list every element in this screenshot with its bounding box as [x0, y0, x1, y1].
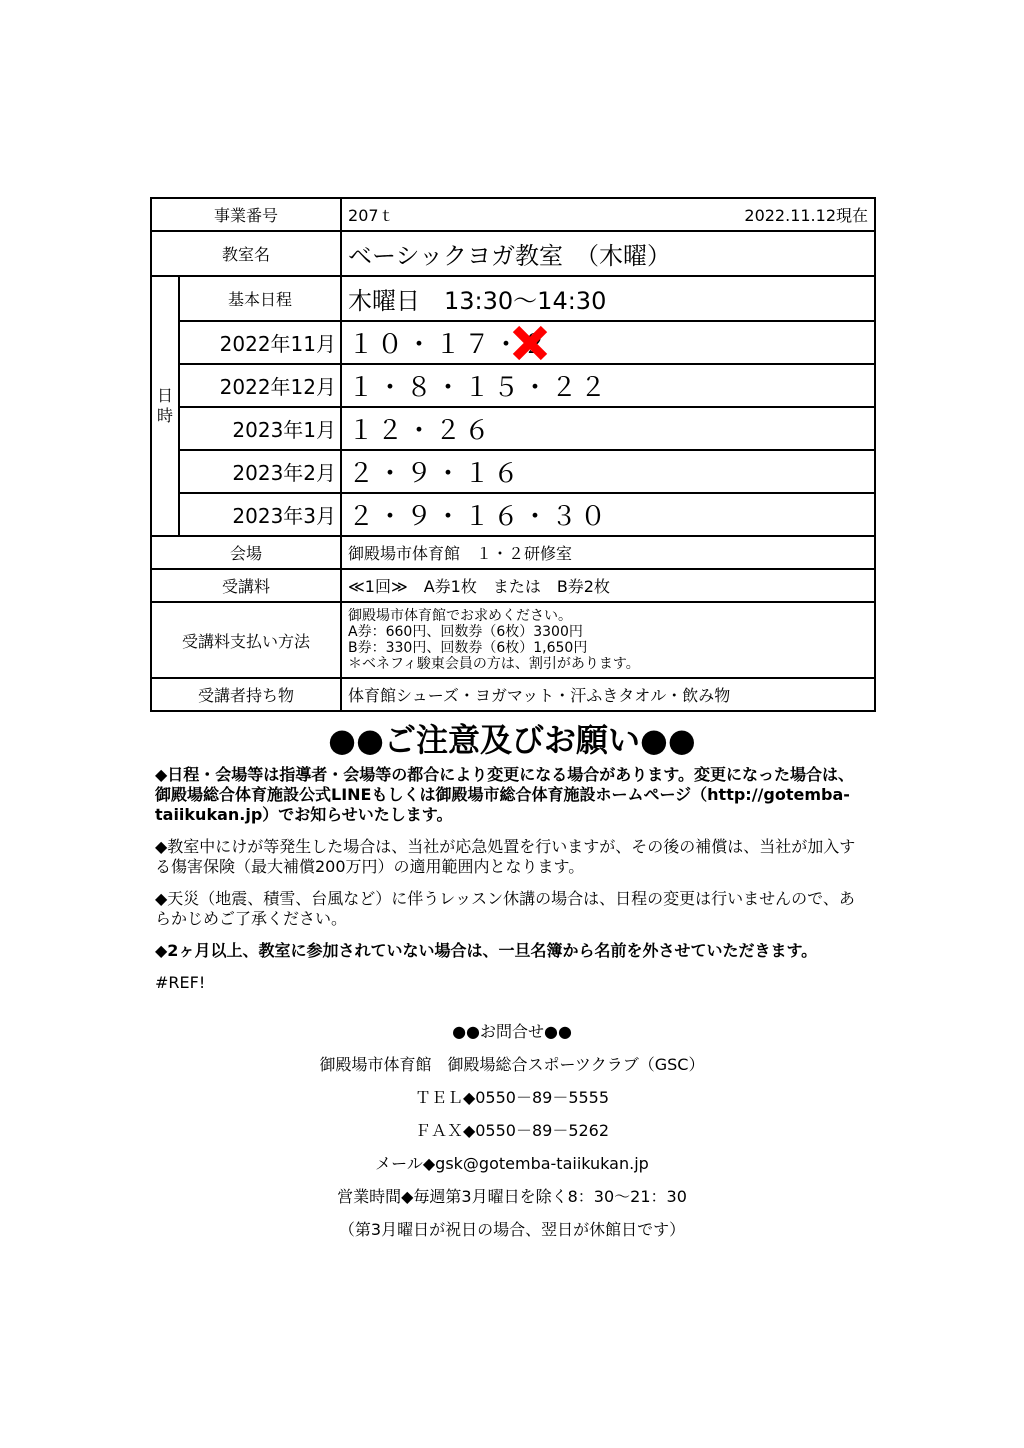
contact-block [150, 1020, 874, 1251]
row-month [151, 407, 875, 450]
payment-line: B券：330円、回数券（6枚）1,650円 [348, 640, 588, 656]
notice-item: ◆2ヶ月以上、教室に参加されていない場合は、一旦名簿から名前を外させていただきます。 [155, 941, 818, 960]
schedule-label: 基本日程 [179, 276, 341, 321]
payment-line: 御殿場市体育館でお求めください。 [348, 608, 573, 624]
row-payment [151, 602, 875, 678]
venue-value: 御殿場市体育館 １・２研修室 [341, 536, 875, 569]
month-label: 2023年1月 [179, 407, 341, 450]
month-label: 2022年12月 [179, 364, 341, 407]
program-number-label: 事業番号 [151, 198, 341, 231]
payment-label: 受講料支払い方法 [151, 602, 341, 678]
contact-title: ●●お問合せ●● [452, 1022, 572, 1041]
payment-line: A券：660円、回数券（6枚）3300円 [348, 624, 583, 640]
row-items [151, 678, 875, 711]
month-dates: ２・９・１６ [341, 450, 875, 493]
notice-title: ●●ご注意及びお願い●● [328, 721, 696, 759]
program-number-cell [341, 198, 875, 231]
row-month [151, 321, 875, 364]
row-venue [151, 536, 875, 569]
row-schedule [151, 276, 875, 321]
contact-hours-note: （第3月曜日が祝日の場合、翌日が休館日です） [338, 1220, 686, 1239]
row-month [151, 493, 875, 536]
contact-tel: ＴＥＬ◆0550－89－5555 [414, 1088, 610, 1107]
items-label: 受講者持ち物 [151, 678, 341, 711]
class-name: ベーシックヨガ教室 （木曜） [341, 231, 875, 276]
items-value: 体育館シューズ・ヨガマット・汗ふきタオル・飲み物 [341, 678, 875, 711]
class-info-table [150, 197, 876, 712]
notice-item: ◆教室中にけが等発生した場合は、当社が応急処置を行いますが、その後の補償は、当社が加入する傷害保険（最大補償200万円）の適用範囲内となります。 [155, 837, 856, 876]
contact-hours: 営業時間◆毎週第3月曜日を除く8：30～21：30 [337, 1187, 687, 1206]
month-dates: １２・２６ [341, 407, 875, 450]
contact-org: 御殿場市体育館 御殿場総合スポーツクラブ（GSC） [319, 1055, 705, 1074]
row-program-number [151, 198, 875, 231]
venue-label: 会場 [151, 536, 341, 569]
row-month [151, 364, 875, 407]
class-name-label: 教室名 [151, 231, 341, 276]
payment-details [341, 602, 875, 678]
row-month [151, 450, 875, 493]
notice-item: ◆天災（地震、積雪、台風など）に伴うレッスン休講の場合は、日程の変更は行いませんので、あらかじめご了承ください。 [155, 889, 855, 928]
datetime-label-text: 日 時 [156, 386, 173, 425]
contact-fax: ＦＡＸ◆0550－89－5262 [414, 1121, 610, 1140]
as-of-date: 2022.11.12現在 [744, 206, 869, 225]
month-label: 2022年11月 [179, 321, 341, 364]
month-label: 2023年2月 [179, 450, 341, 493]
month-label: 2023年3月 [179, 493, 341, 536]
month-dates-text: １０・１７・２ [348, 330, 552, 360]
schedule-value: 木曜日 13:30～14:30 [341, 276, 875, 321]
program-number: 207ｔ [348, 206, 395, 225]
row-fee [151, 569, 875, 602]
contact-mail: メール◆gsk@gotemba-taiikukan.jp [375, 1154, 649, 1173]
fee-value: ≪1回≫ A券1枚 または B券2枚 [341, 569, 875, 602]
datetime-label [151, 276, 179, 536]
notice-item: ◆日程・会場等は指導者・会場等の都合により変更になる場合があります。変更になった場合は、御殿場総合体育施設公式LINEもしくは御殿場市総合体育施設ホームページ（http://gotemba-taiikukan.jp）でお知らせいたします。 [155, 765, 855, 824]
row-class-name [151, 231, 875, 276]
month-dates: ２・９・１６・３０ [341, 493, 875, 536]
payment-line: ＊ベネフィ駿東会員の方は、割引があります。 [348, 656, 640, 672]
notice-list [155, 765, 867, 992]
fee-label: 受講料 [151, 569, 341, 602]
ref-error-text: #REF! [155, 973, 206, 992]
month-dates [341, 321, 875, 364]
cancel-x-icon [510, 323, 550, 363]
month-dates: １・８・１５・２２ [341, 364, 875, 407]
